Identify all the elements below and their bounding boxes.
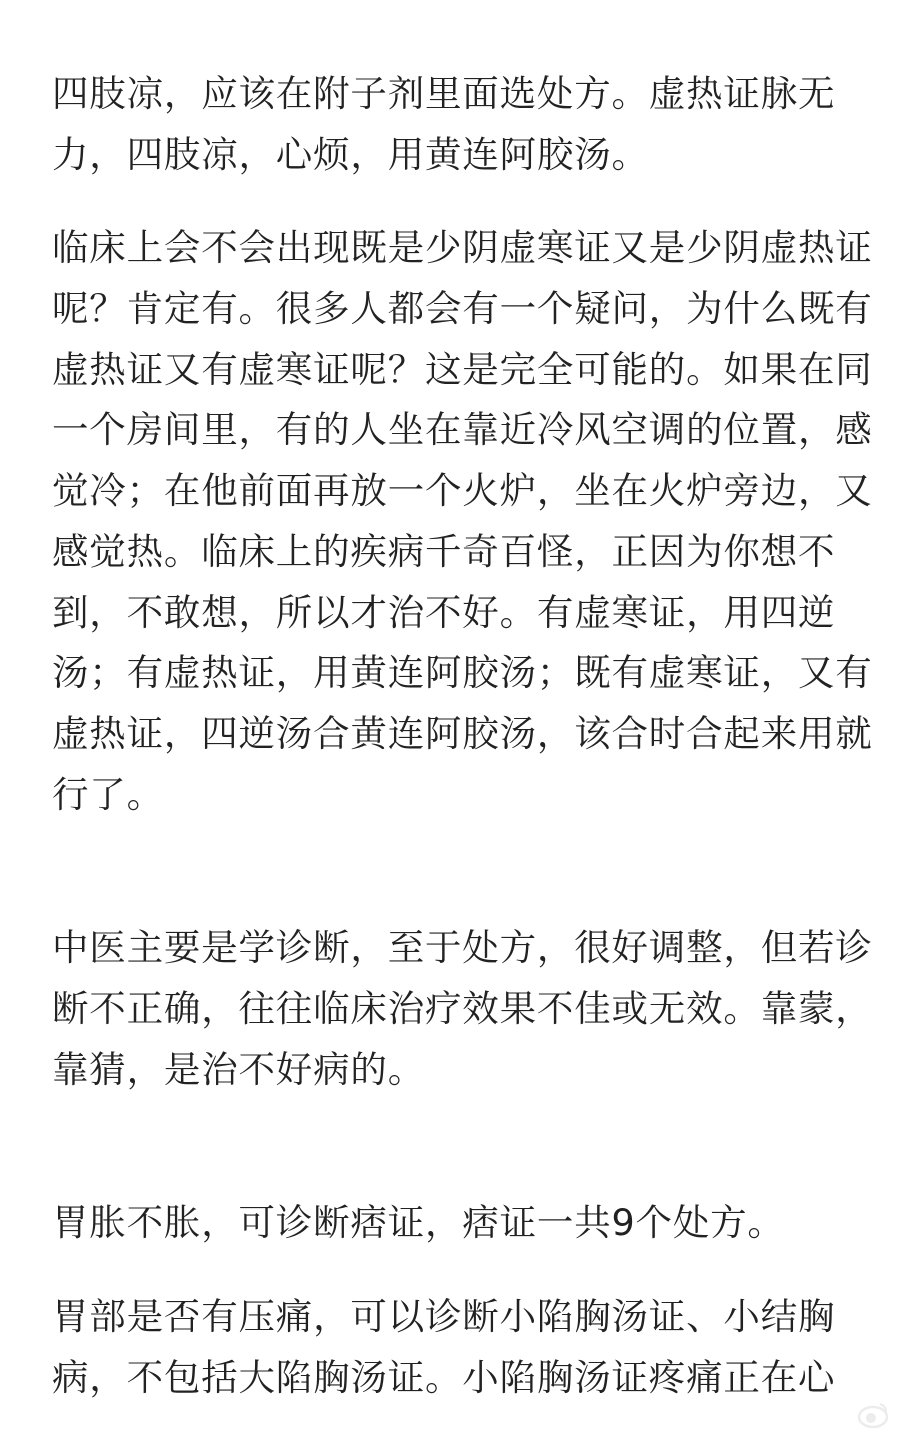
text-line: 虚热证，四逆汤合黄连阿胶汤，该合时合起来用就 — [52, 711, 873, 755]
text-line: 汤；有虚热证，用黄连阿胶汤；既有虚寒证，又有 — [52, 651, 873, 695]
text-line: 胃胀不胀，可诊断痞证，痞证一共9个处方。 — [52, 1201, 785, 1245]
text-line: 虚热证又有虚寒证呢？这是完全可能的。如果在同 — [52, 347, 873, 391]
text-line: 胃部是否有压痛，可以诊断小陷胸汤证、小结胸 — [52, 1295, 836, 1338]
text-line: 到，不敢想，所以才治不好。有虚寒证，用四逆 — [52, 590, 836, 634]
text-line: 断不正确，往往临床治疗效果不佳或无效。靠蒙， — [52, 986, 873, 1030]
text-line: 感觉热。临床上的疾病千奇百怪，正因为你想不 — [52, 529, 836, 573]
text-line: 觉冷；在他前面再放一个火炉，坐在火炉旁边，又 — [52, 469, 873, 513]
text-line: 靠猜，是治不好病的。 — [52, 1047, 425, 1091]
text-line: 呢？肯定有。很多人都会有一个疑问，为什么既有 — [52, 287, 873, 331]
text-line: 力，四肢凉，心烦，用黄连阿胶汤。 — [52, 132, 649, 176]
paragraph-1 — [52, 64, 852, 185]
text-line: 四肢凉，应该在附子剂里面选处方。虚热证脉无 — [52, 72, 836, 115]
paragraph-4 — [52, 1193, 852, 1254]
text-line: 中医主要是学诊断，至于处方，很好调整，但若诊 — [52, 926, 873, 970]
article-body — [52, 64, 873, 1408]
paragraph-3 — [52, 918, 873, 1100]
paragraph-2 — [52, 218, 873, 825]
paragraph-5 — [52, 1287, 852, 1408]
weibo-eye-icon — [856, 1398, 890, 1432]
text-line: 临床上会不会出现既是少阴虚寒证又是少阴虚热证 — [52, 226, 873, 270]
text-line: 一个房间里，有的人坐在靠近冷风空调的位置，感 — [52, 408, 873, 452]
text-line: 行了。 — [52, 772, 164, 816]
text-line: 病，不包括大陷胸汤证。小陷胸汤证疼痛正在心 — [52, 1355, 836, 1399]
